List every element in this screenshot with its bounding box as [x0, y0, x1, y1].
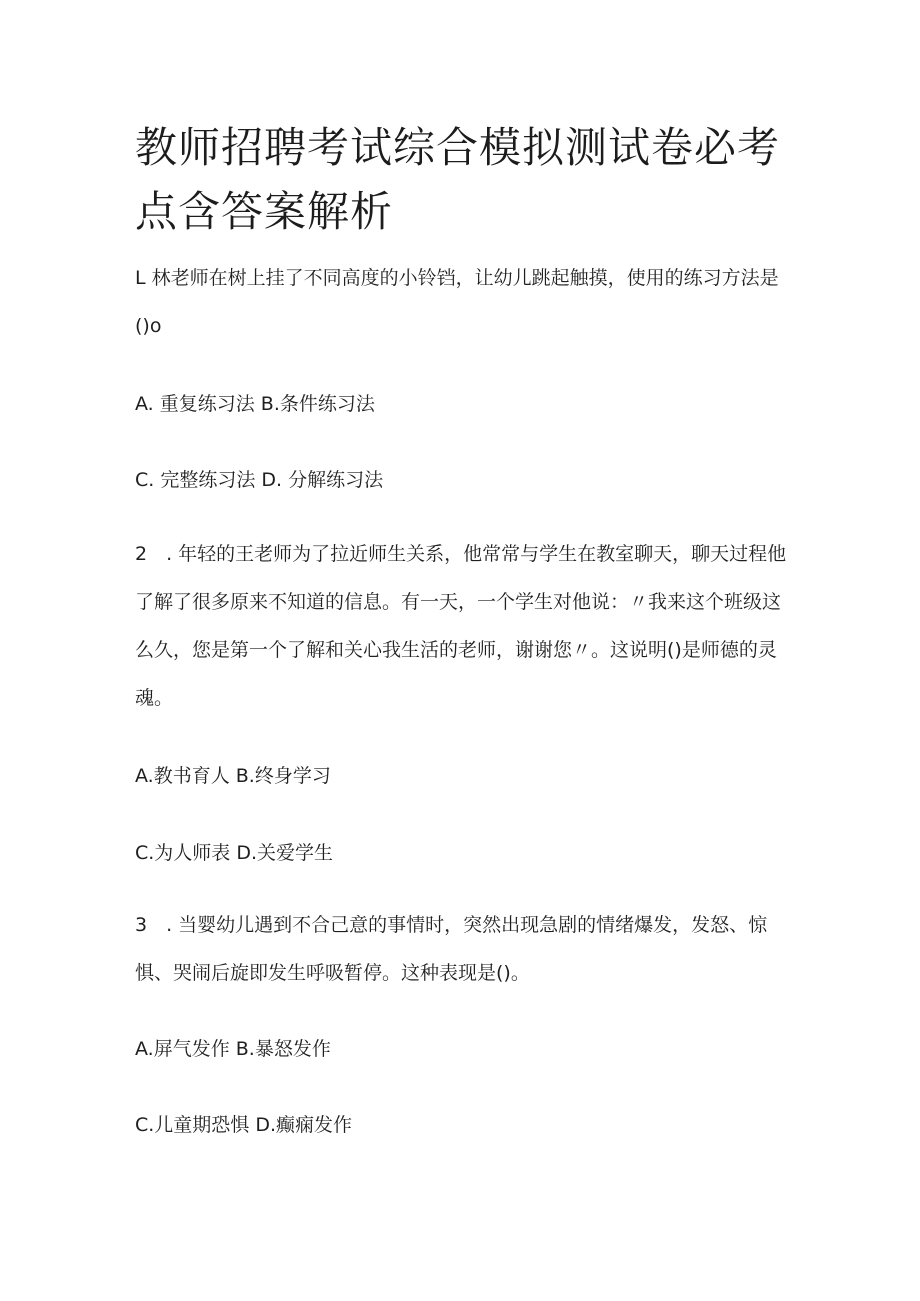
question-1-stem: L 林老师在树上挂了不同高度的小铃铛，让幼儿跳起触摸，使用的练习方法是()o [135, 267, 779, 337]
question-2-options-cd: C.为人师表 D.关爱学生 [135, 842, 334, 864]
question-3-stem: 3 . 当婴幼儿遇到不合己意的事情时，突然出现急剧的情绪爆发，发怒、惊惧、哭闹后旋即发生呼吸暂停。这种表现是()。 [135, 914, 768, 984]
question-1-options-ab: A. 重复练习法 B.条件练习法 [135, 393, 375, 415]
question-1-options-cd: C. 完整练习法 D. 分解练习法 [135, 469, 384, 491]
question-2-options-ab: A.教书育人 B.终身学习 [135, 765, 331, 787]
document-title: 教师招聘考试综合模拟测试卷必考点含答案解析 [135, 123, 781, 236]
question-2-stem: 2 . 年轻的王老师为了拉近师生关系，他常常与学生在教室聊天，聊天过程他了解了很多原来不知道的信息。有一天，一个学生对他说：〃我来这个班级这么久，您是第一个了解和关心我生活的老师，谢谢您〃。这说明()是师德的灵魂。 [135, 543, 787, 709]
question-3-options-ab: A.屏气发作 B.暴怒发作 [135, 1038, 331, 1060]
question-3-options-cd: C.儿童期恐惧 D.癫痫发作 [135, 1114, 353, 1136]
